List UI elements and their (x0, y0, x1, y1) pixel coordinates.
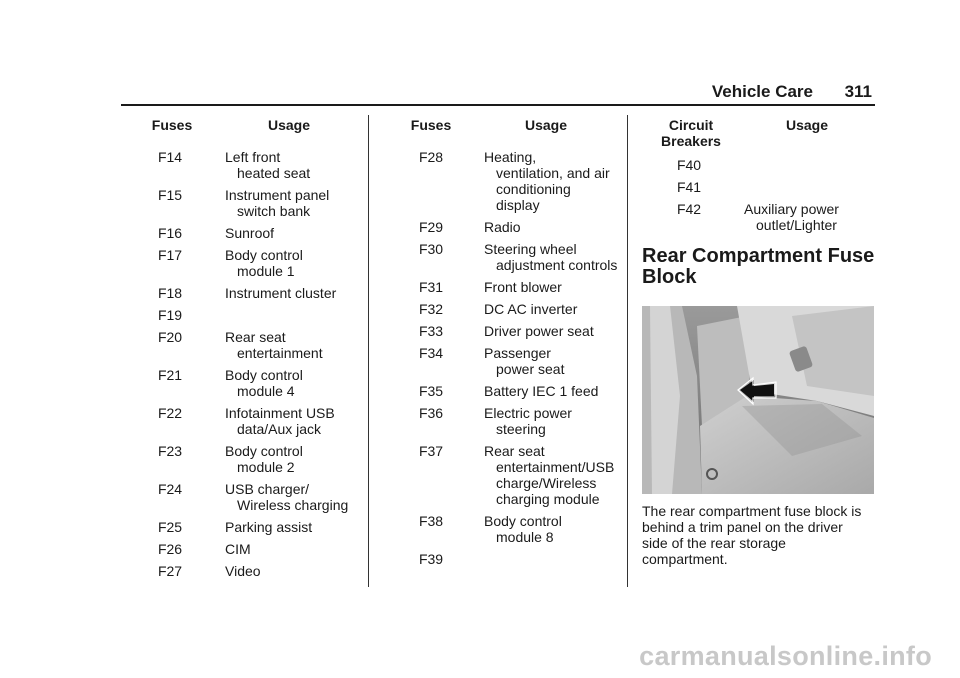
usage-line: Electric power (484, 405, 572, 421)
header-rule (121, 104, 875, 106)
usage-line: module 4 (237, 383, 295, 399)
fuse-code: F21 (157, 367, 183, 383)
table-row (409, 443, 619, 507)
usage-line: Passenger (484, 345, 551, 361)
caption-line: behind a trim panel on the driver (642, 519, 843, 535)
fuse-code: F25 (157, 519, 183, 535)
usage-line: outlet/Lighter (756, 217, 837, 233)
usage-line: Video (225, 563, 261, 579)
table-row (409, 219, 619, 235)
table-row (150, 519, 360, 535)
table-row (409, 551, 619, 567)
usage-line: Radio (484, 219, 521, 235)
fuse-code: F30 (418, 241, 444, 257)
caption-line: compartment. (642, 551, 728, 567)
fuses-header: Fuses (151, 117, 193, 133)
page-header (0, 82, 960, 102)
fuse-code: F28 (418, 149, 444, 165)
table-row (150, 285, 360, 301)
section-title (642, 246, 874, 288)
fuse-code: F14 (157, 149, 183, 165)
table-row (409, 323, 619, 339)
breakers-header (659, 117, 723, 149)
usage-line: Body control (484, 513, 562, 529)
usage-line: charge/Wireless (496, 475, 597, 491)
column-divider (627, 115, 628, 587)
page-number: 311 (844, 82, 872, 101)
fuse-code: F26 (157, 541, 183, 557)
fuse-table-1 (150, 117, 360, 585)
table-body (409, 149, 619, 567)
table-row (409, 345, 619, 377)
table-row (150, 541, 360, 557)
usage-line: Auxiliary power (744, 201, 839, 217)
usage-line: entertainment (237, 345, 323, 361)
usage-line: power seat (496, 361, 565, 377)
column-divider (368, 115, 369, 587)
fuse-code: F33 (418, 323, 444, 339)
rear-compartment-photo (642, 306, 874, 494)
usage-line: adjustment controls (496, 257, 618, 273)
fuse-code: F34 (418, 345, 444, 361)
fuse-code: F41 (676, 179, 702, 195)
usage-line: module 8 (496, 529, 554, 545)
fuse-code: F15 (157, 187, 183, 203)
fuse-code: F18 (157, 285, 183, 301)
table-row (150, 405, 360, 437)
fuse-code: F31 (418, 279, 444, 295)
fuse-code: F23 (157, 443, 183, 459)
usage-line: Body control (225, 367, 303, 383)
usage-line: steering (496, 421, 546, 437)
fuse-code: F37 (418, 443, 444, 459)
table-row (150, 307, 360, 323)
usage-line: Body control (225, 247, 303, 263)
usage-line: Rear seat (225, 329, 286, 345)
caption-line: The rear compartment fuse block is (642, 503, 862, 519)
caption-line: side of the rear storage (642, 535, 786, 551)
usage-line: heated seat (237, 165, 311, 181)
usage-line: display (496, 197, 540, 213)
table-row (409, 513, 619, 545)
usage-line: Body control (225, 443, 303, 459)
fuse-code: F40 (676, 157, 702, 173)
usage-line: DC AC inverter (484, 301, 578, 317)
usage-line: Driver power seat (484, 323, 594, 339)
fuse-code: F42 (676, 201, 702, 217)
table-row (150, 247, 360, 279)
section-name: Vehicle Care (711, 82, 813, 101)
table-row (409, 301, 619, 317)
usage-line: Parking assist (225, 519, 313, 535)
fuse-code: F39 (418, 551, 444, 567)
breaker-table (659, 117, 879, 239)
table-body (659, 157, 879, 233)
usage-line: conditioning (496, 181, 571, 197)
usage-line: Infotainment USB (225, 405, 335, 421)
usage-header: Usage (786, 117, 829, 133)
table-row (659, 179, 879, 195)
fuse-code: F38 (418, 513, 444, 529)
table-row (409, 149, 619, 213)
fuse-code: F17 (157, 247, 183, 263)
breakers-header-line: Breakers (661, 133, 721, 149)
table-row (409, 383, 619, 399)
usage-line: Left front (225, 149, 281, 165)
usage-line: data/Aux jack (237, 421, 322, 437)
fuse-code: F24 (157, 481, 183, 497)
usage-line: switch bank (237, 203, 311, 219)
usage-line: Rear seat (484, 443, 545, 459)
usage-line: entertainment/USB (496, 459, 615, 475)
fuse-code: F29 (418, 219, 444, 235)
usage-line: Instrument cluster (225, 285, 337, 301)
cargo-area-illustration (642, 306, 874, 494)
table-header (409, 117, 619, 149)
watermark: carmanualsonline.info (639, 641, 932, 671)
table-header (150, 117, 360, 149)
table-row (150, 443, 360, 475)
usage-line: module 1 (237, 263, 295, 279)
usage-line: Front blower (484, 279, 562, 295)
table-header (659, 117, 879, 157)
usage-header: Usage (525, 117, 568, 133)
usage-line: ventilation, and air (496, 165, 610, 181)
usage-line: Battery IEC 1 feed (484, 383, 599, 399)
usage-line: Sunroof (225, 225, 275, 241)
fuse-table-2 (409, 117, 619, 573)
table-row (150, 329, 360, 361)
section-title-line: Rear Compartment Fuse (642, 245, 875, 267)
table-row (409, 241, 619, 273)
table-row (150, 481, 360, 513)
table-row (659, 157, 879, 173)
fuse-code: F19 (157, 307, 183, 323)
usage-line: Wireless charging (237, 497, 349, 513)
caption-text (642, 503, 882, 567)
table-row (150, 149, 360, 181)
fuse-code: F16 (157, 225, 183, 241)
usage-line: Steering wheel (484, 241, 577, 257)
table-row (150, 563, 360, 579)
fuse-code: F20 (157, 329, 183, 345)
table-body (150, 149, 360, 579)
table-row (409, 405, 619, 437)
usage-line: Instrument panel (225, 187, 330, 203)
table-row (150, 367, 360, 399)
table-row (150, 187, 360, 219)
fuses-header: Fuses (410, 117, 452, 133)
table-row (150, 225, 360, 241)
table-row (659, 201, 879, 233)
breakers-header-line: Circuit (668, 117, 714, 133)
section-title-line: Block (642, 266, 697, 288)
fuse-code: F32 (418, 301, 444, 317)
fuse-code: F35 (418, 383, 444, 399)
usage-line: module 2 (237, 459, 295, 475)
fuse-code: F27 (157, 563, 183, 579)
usage-line: USB charger/ (225, 481, 310, 497)
fuse-code: F36 (418, 405, 444, 421)
fuse-code: F22 (157, 405, 183, 421)
table-row (409, 279, 619, 295)
usage-header: Usage (268, 117, 311, 133)
usage-line: charging module (496, 491, 600, 507)
usage-line: Heating, (484, 149, 537, 165)
usage-line: CIM (225, 541, 251, 557)
